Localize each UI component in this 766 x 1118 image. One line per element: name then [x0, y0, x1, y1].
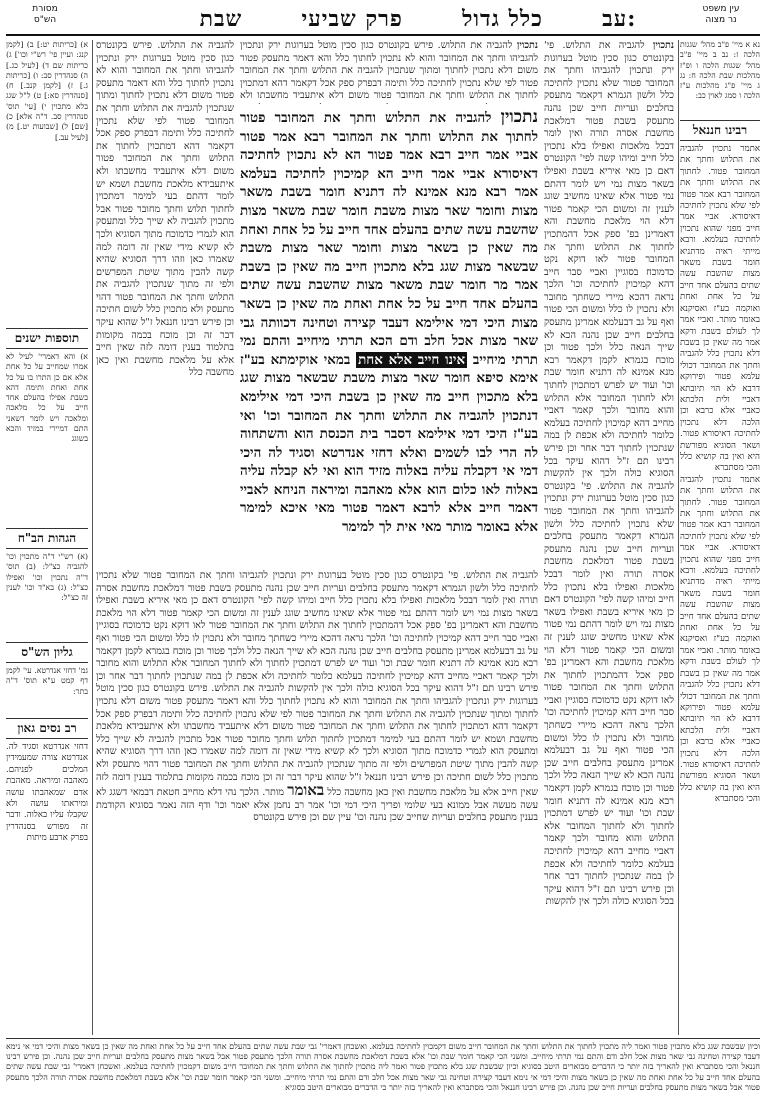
tosafot-yeshanim-title: תוספות ישנים	[6, 328, 88, 349]
lower-commentary	[96, 570, 538, 1035]
ein-mishpat-heading	[682, 4, 760, 26]
folio-number: עב:	[602, 6, 637, 32]
tosafot-text	[544, 40, 674, 909]
tosafot-body-2: להגביה את התלוש. פי' בקונטרס כגון סכין מוטל בערוגות ירק ונתכוין להגביהו וחתך את המחובר פטור שלא נתכוין לחתיכה כלל ולשון הגמרא דקאמר מתעסק בחלבים ועריות חייב שכן נהנה מתעסק בשבת פטור דמלאכת מחשבת אסרה תורה ואין לומר דבכל מלאכות ואפילו בלא נתכוין כלל חייב ומיהו קשה לפי' הקונטרס דאם כן מאי איריא בשבת ואפילו בשאר מצות נמי ויש לומר דהתם נמי פטור אלא שאינו מחשיב שוגג לענין זה ומשום הכי קאמר פטור דלא הוי מלאכת מחשבת והא דאמרינן בפ' ספק אכל דהמתכוין לחתוך את התלוש וחתך את המחובר פטור לאו דוקא נקט כדמוכח בסוגיין ואביי סבר חייב דהא קמיכוין לחתיכה וכו' הלכך נראה דהכא מיירי כשחתך מחובר ולא נתכוין לו כלל ומשום הכי פטור ואף על גב דבעלמא אמרינן מתעסק בחלבים חייב שכן נהנה הכא לא שייך הנאה כלל ולכך פטור וכן מוכח בגמרא לקמן דקאמר רבא מנא אמינא לה דתניא חומר שבת וכו' ועוד יש לפרש דמתכוין לחתוך ולא לחתוך המחובר אלא התלוש והוא מחובר ולכך קאמר דאביי מחייב דהא קמיכוין לחתיכה בעלמא כלומר לחתיכה ולא אכפת לן במה שנתכוין לחתוך דבר אחר וכן פירש רבינו תם ז"ל דהוא עיקר בכל הסוגיא כולה ולכך אין להקשות	[544, 480, 674, 908]
boxed-phrase: אינו חייב אלא אחת	[358, 351, 466, 368]
page-header	[0, 4, 766, 34]
running-titles	[170, 4, 666, 34]
ein-mishpat-text: נא א מיי' פ"ב מהל' שגגות הלכה ז: נב ב מיי' פ"ב מהל' שגגות הלכה ו ופ"ז מהלכות שבת הלכה ח: נג ג מיי' פ"ג מהלכות ע"ז הלכה ו סמג לאוין כב:	[680, 40, 760, 101]
lower-commentary-text	[96, 570, 538, 825]
rashi-body: להגביה את התלוש. פירש בקונטרס כגון סכין מוטל בערוגות ירק ונתכוין להגביהו וחתך את המחובר והוא לא נתכוין לחתוך כלל והא דאמר מתעסק פטור משום דלא נתכוין לחתוך ומתוך שנתכוין להגביה את התלוש וחתך את המחובר פטור לפי שלא נתכוין לחתיכה כלל ותימה דבפרק ספק אכל דקאמר דהא דמתכוין לחתוך את התלוש וחתך את המחובר פטור משום דלא איתעביד מחשבתו ולא	[240, 40, 538, 102]
rabbeinu-chananel-title: רבינו חננאל	[680, 120, 760, 141]
masoret-text: א) [כריתות יט:] ב) [לקמן קנג: ועיין פי' רש"י וכו'] ג) כריתות שם ד) [לעיל כג.] ה) סנהדרין סב: ו) [כריתות ג.] ז) [לקמן קנב.] ח) [סנהדרין סא:] ט) ל"ל שגג בלא מתכוין י) [עי' תוס' סנהדרין סב. ד"ה אלא] כ) [שם] ל) [שבועות יט.] מ) [לעיל עב.]	[6, 40, 88, 142]
hagahot-column	[6, 522, 88, 632]
chapter-title: פרק שביעי	[301, 6, 403, 32]
footer-text-1: וכיון שבשבת שגג בלא מתכוין פטור ואמר ליה מתכוין לחתוך את התלוש וחתך את המחובר חייב משום דקמכוין לחתיכה בעלמא. ואשכחן דאמרי' גבי שבת עשה שתים בהעלם אחד חייב על כל אחת ואחת מה שאין כן בשאר מצות והיכי דמי אי נימא דעבד קצירה וטחינה גבי שאר מצות אכל חלב ודם והתם נמי תרתי מיחייב. ומשני הכי קאמר חומר שבת וכו' אלא בשבת דמלאכת מחשבת אסרה תורה הלכך מתעסק פטור אבל בשאר מצות מתעסק בחלבים ועריות חייב שכן נהנה. וכן פירש רבינו חננאל והכי מסתברא ואין להאריך בזה יותר כי הדברים מבוארים היטב בסוגיא	[6, 1042, 760, 1072]
hagahot-text: (א) רש"י ד"ה מתכוין וכו' להגביה כצ"ל: (ב) תוס' ד"ה נתכוין וכו' ואפילו כצ"ל: (ג) בא"ד וכו' לענין זה כצ"ל:	[6, 552, 88, 603]
gemara-body	[240, 108, 538, 537]
gilyon-text: גמ' דחזי אנדרטא. עי' לקמן דף קמט ע"א תוס' ד"ה בתר:	[6, 666, 88, 696]
divider-left	[92, 40, 93, 1035]
rav-nissim-text: דחזי אנדרטא וסגיד לה. אנדרטא צורה שמעמידין המלכים לפניהם. מאהבה ומיראה. מאהבת אדם שמאהבתו עושה ומיראתו עושה ולא שקבלו עליו באלוה. ודבר זה מפורש בסנהדרין בפרק ארבע מיתות	[6, 742, 88, 844]
ner-mitzvah-title: נר מצוה	[705, 15, 737, 25]
rashi-top-text	[240, 40, 538, 104]
rav-nissim-column	[6, 712, 88, 1034]
footer-rule	[6, 1038, 760, 1039]
masoret-title: מסורת	[32, 4, 58, 14]
bottom-label: באומר	[287, 781, 325, 800]
gilyon-title: גליון הש"ס	[6, 642, 88, 663]
tosafot-yeshanim-column	[6, 322, 88, 522]
header-rule	[6, 34, 760, 36]
tosafot-lead: נתכוין	[652, 40, 674, 51]
rule-title: כלל גדול	[462, 6, 543, 32]
lower-tosafot-body: להגביה את התלוש. פי' בקונטרס כגון סכין מוטל בערוגות ירק ונתכוין להגביהו וחתך את המחובר פטור שלא נתכוין לחתיכה כלל ולשון הגמרא דקאמר מתעסק בחלבים ועריות חייב שכן נהנה מתעסק בשבת פטור דמלאכת מחשבת אסרה תורה ואין לומר דבכל מלאכות ואפילו בלא נתכוין כלל חייב ומיהו קשה לפי' הקונטרס דאם כן מאי איריא בשבת ואפילו בשאר מצות נמי ויש לומר דהתם נמי פטור אלא שאינו מחשיב שוגג לענין זה ומשום הכי קאמר פטור דלא הוי מלאכת מחשבת והא דאמרינן בפ' ספק אכל דהמתכוין לחתוך את התלוש וחתך את המחובר פטור לאו דוקא נקט כדמוכח בסוגיין ואביי סבר חייב דהא קמיכוין לחתיכה וכו' הלכך נראה דהכא מיירי כשחתך מחובר ולא נתכוין לו כלל ומשום הכי פטור ואף על גב דבעלמא אמרינן מתעסק בחלבים חייב שכן נהנה הכא לא שייך הנאה כלל ולכך פטור וכן מוכח בגמרא לקמן דקאמר רבא מנא אמינא לה דתניא חומר שבת וכו' ועוד יש לפרש דמתכוין לחתוך ולא לחתוך המחובר אלא התלוש והוא מחובר ולכך קאמר דאביי מחייב דהא קמיכוין לחתיכה בעלמא כלומר לחתיכה ולא אכפת לן במה שנתכוין לחתוך דבר אחר וכן פירש רבינו תם ז"ל דהוא עיקר בכל הסוגיא כולה ולכך אין להקשות	[96, 570, 538, 695]
rav-nissim-title: רב נסים גאון	[6, 718, 88, 739]
rabbeinu-chananel-continuation: אתמר נתכוין להגביה את התלוש וחתך את המחובר פטור. לחתוך את התלוש וחתך את המחובר רבא אמר פטור לפי שלא נתכוין לחתיכה דאיסורא. אביי אמר חייב מפני שהוא נתכוין לחתיכה בעלמא. ורבא מייתי ראיה מדתניא חומר בשבת משאר מצות שהשבת עשה שתים בהעלם אחד חייב על כל אחת ואחת ואוקמה בע"ז ואסיקנא באומר מותר. ואביי אמר לך לעולם בשבת ודקא אמר מה שאין כן בשבת דלא נתכוין כלל להגביה וחתך את המחובר דכולי עלמא פטור ופירוקא דרבא לא הוי תיובתא דאביי ולית הלכתא כאביי אלא כרבא וכן הלכה דלא נתכוין לחתיכה דאיסורא פטור. ושאר הסוגיא מפורשת היא ואין בה קושיא כלל והכי מסתברא	[680, 474, 760, 805]
footer-commentary	[6, 1042, 760, 1112]
rashi-top	[240, 40, 538, 104]
gemara-text-3: מותר. הלכך נהי דלא מחייב חטאת דבמאי דשגג לא עשה מעשה אבל ממונא בעי שלומי ופריך היכי דמי וכו' אמר רב נחמן אלא יאמר וכו' ודף הזה נאמר בסוגיא הקודמת בענין מתעסק בחלבים ועריות שחייב שכן נהנה וכו' עיין שם וכן פירש בקונטרס	[96, 787, 538, 824]
tosafot-yeshanim-text: א) והא דאמרי' לעיל לא אמרו שמחייב על כל אחת אלא אם כן התרו בו על כל אחת ואחת ותימה דהא בשבת אפילו בהעלם אחד חייב על כל מלאכה ומלאכה ויש לומר דשאני התם דמיירי במזיד והכא בשוגג	[6, 352, 88, 444]
ein-mishpat-title: עין משפט	[702, 4, 740, 14]
hagahot-title: הגהות הב"ח	[6, 528, 88, 549]
rabbeinu-chananel-column	[680, 114, 760, 1034]
rashi-side-text: להגביה את התלוש. פירש בקונטרס כגון סכין מוטל בערוגות ירק ונתכוין להגביהו וחתך את המחובר והוא לא נתכוין לחתוך כלל והא דאמר מתעסק פטור משום דלא נתכוין לחתוך ומתוך שנתכוין להגביה את התלוש וחתך את המחובר פטור לפי שלא נתכוין לחתיכה כלל ותימה דבפרק ספק אכל דקאמר דהא דמתכוין לחתוך את התלוש וחתך את המחובר פטור משום דלא איתעביד מחשבתו ולא איתעבידא מלאכת מחשבת ושמא יש לומר דהתם בעי למימר דמתכוין לחתוך תלוש וחתך מחובר פטור אבל מתכוין להגביה לא שייך כלל ומתעסק הוא לגמרי כדמוכח מתוך הסוגיא ולכך לא קשיא מידי שאין זה דומה למה שאמרו כאן וזהו דרך הסוגיא שהיא קשה להבין מתוך שיטת המפרשים ולפי זה מתוך שנתכוין להגביה את התלוש וחתך את המחובר פטור דהוי מתעסק ולא מתכוין כלל לשום חתיכה וכן פירש רבינו חננאל ז"ל שהוא עיקר דבר זה וכן מוכח בכמה מקומות בתלמוד בענין דומה לזה שאין חייב אלא על מלאכת מחשבת ואין כאן מחשבה כלל	[96, 40, 234, 379]
rashi-lead: נתכוין	[516, 40, 538, 51]
tosafot-body: להגביה את התלוש. פי' בקונטרס כגון סכין מוטל בערוגות ירק ונתכוין להגביהו וחתך את המחובר פטור שלא נתכוין לחתיכה כלל ולשון הגמרא דקאמר מתעסק בחלבים ועריות חייב שכן נהנה מתעסק בשבת פטור דמלאכת מחשבת אסרה תורה ואין לומר דבכל מלאכות ואפילו בלא נתכוין כלל חייב ומיהו קשה לפי' הקונטרס דאם כן מאי איריא בשבת ואפילו בשאר מצות נמי ויש לומר דהתם נמי פטור אלא שאינו מחשיב שוגג לענין זה ומשום הכי קאמר פטור דלא הוי מלאכת מחשבת והא דאמרינן בפ' ספק אכל דהמתכוין לחתוך את התלוש וחתך את המחובר פטור לאו דוקא נקט כדמוכח בסוגיין ואביי סבר חייב דהא קמיכוין לחתיכה וכו' הלכך נראה דהכא מיירי כשחתך מחובר ולא נתכוין לו כלל ומשום הכי פטור ואף על גב דבעלמא אמרינן מתעסק בחלבים חייב שכן נהנה הכא לא שייך הנאה כלל ולכך פטור וכן מוכח בגמרא לקמן דקאמר רבא מנא אמינא לה דתניא חומר שבת וכו' ועוד יש לפרש דמתכוין לחתוך ולא לחתוך המחובר אלא התלוש והוא מחובר ולכך קאמר דאביי מחייב דהא קמיכוין לחתיכה בעלמא כלומר לחתיכה ולא אכפת לן במה שנתכוין לחתוך דבר אחר וכן פירש רבינו תם ז"ל דהוא עיקר בכל הסוגיא כולה ולכך אין להקשות	[544, 40, 674, 480]
gilyon-column	[6, 636, 88, 706]
divider-right	[678, 40, 679, 1035]
footer-text-2: וכיון שבשבת שגג בלא מתכוין פטור ואמר ליה מתכוין לחתוך את התלוש וחתך את המחובר חייב משום דקמכוין לחתיכה בעלמא. ואשכחן דאמרי' גבי שבת עשה שתים בהעלם אחד חייב על כל אחת ואחת מה שאין כן בשאר מצות והיכי דמי אי נימא דעבד קצירה וטחינה גבי שאר מצות אכל חלב ודם והתם נמי תרתי מיחייב. ומשני הכי קאמר חומר שבת וכו' אלא בשבת דמלאכת מחשבת אסרה תורה הלכך מתעסק פטור אבל בשאר מצות מתעסק בחלבים ועריות חייב שכן נהנה. וכן פירש רבינו חננאל והכי מסתברא ואין להאריך בזה יותר כי הדברים מבוארים היטב בסוגיא	[6, 1062, 760, 1092]
gemara-text	[240, 108, 538, 563]
ein-mishpat-column	[680, 40, 760, 110]
gemara-text-1: להגביה את התלוש וחתך את המחובר פטור לחתוך את התלוש וחתך את המחובר רבא אמר פטור אביי אמר חייב רבא אמר פטור הא לא נתכוין לחתיכה דאיסורא אביי אמר חייב הא קמיכוין לחתיכה בעלמא אמר רבא מנא אמינא לה דתניא חומר בשבת משאר מצות וחומר שאר מצות משבת חומר שבת משאר מצות שהשבת עשה שתים בהעלם אחד חייב על כל אחת ואחת מה שאין כן בשאר מצות וחומר שאר מצות משבת שבשאר מצות שגג בלא מתכוין חייב מה שאין כן בשבת אמר מר חומר שבת משאר מצות שהשבת עשה שתים בהעלם אחד חייב על כל אחת ואחת מה שאין כן בשאר מצות היכי דמי אילימא דעבד קצירה וטחינה דכוותה גבי שאר מצות אכל חלב ודם הכא תרתי מיחייב והתם נמי תרתי מיחייב	[240, 110, 538, 368]
gemara-lead-word: נתכוין	[500, 108, 538, 127]
tosafot-column	[544, 40, 674, 1035]
gemara-text-2: במאי אוקימתא בע"ז אימא סיפא חומר שאר מצות משבת שבשאר מצות שגג בלא מתכוין חייב מה שאין כן בשבת היכי דמי אילימא דנתכוין להגביה את התלוש וחתך את המחובר וכו' ואי בע"ז היכי דמי אילימא דסבר בית הכנסת הוא והשתחוה לה הרי לבו לשמים ואלא דחזי אנדרטא וסגיד לה היכי דמי אי דקבלה עליה באלוה מזיד הוא ואי לא קבלה עליה באלוה לאו כלום הוא אלא מאהבה ומיראה הניחא לאביי דאמר חייב אלא לרבא דאמר פטור מאי איכא למימר אלא באומר מותר מאי אית לך למימר	[240, 351, 538, 536]
tractate-title: שבת	[199, 6, 243, 32]
hashas-title: הש"ס	[33, 15, 57, 25]
rabbeinu-chananel-text: אתמר נתכוין להגביה את התלוש וחתך את המחובר פטור. לחתוך את התלוש וחתך את המחובר רבא אמר פטור לפי שלא נתכוין לחתיכה דאיסורא. אביי אמר חייב מפני שהוא נתכוין לחתיכה בעלמא. ורבא מייתי ראיה מדתניא חומר בשבת משאר מצות שהשבת עשה שתים בהעלם אחד חייב על כל אחת ואחת ואוקמה בע"ז ואסיקנא באומר מותר. ואביי אמר לך לעולם בשבת ודקא אמר מה שאין כן בשבת דלא נתכוין כלל להגביה וחתך את המחובר דכולי עלמא פטור ופירוקא דרבא לא הוי תיובתא דאביי ולית הלכתא כאביי אלא כרבא וכן הלכה דלא נתכוין לחתיכה דאיסורא פטור. ושאר הסוגיא מפורשת היא ואין בה קושיא כלל והכי מסתברא	[680, 144, 760, 474]
masoret-column	[6, 40, 88, 320]
footer-text	[6, 1042, 760, 1093]
lower-rashi-body: להגביה את התלוש. פירש בקונטרס כגון סכין מוטל בערוגות ירק ונתכוין להגביהו וחתך את המחובר והוא לא נתכוין לחתוך כלל והא דאמר מתעסק פטור משום דלא נתכוין לחתוך ומתוך שנתכוין להגביה את התלוש וחתך את המחובר פטור לפי שלא נתכוין לחתיכה כלל ותימה דבפרק ספק אכל דקאמר דהא דמתכוין לחתוך את התלוש וחתך את המחובר פטור משום דלא איתעביד מחשבתו ולא איתעבידא מלאכת מחשבת ושמא יש לומר דהתם בעי למימר דמתכוין לחתוך תלוש וחתך מחובר פטור אבל מתכוין להגביה לא שייך כלל ומתעסק הוא לגמרי כדמוכח מתוך הסוגיא ולכך לא קשיא מידי שאין זה דומה למה שאמרו כאן וזהו דרך הסוגיא שהיא קשה להבין מתוך שיטת המפרשים ולפי זה מתוך שנתכוין להגביה את התלוש וחתך את המחובר פטור דהוי מתעסק ולא מתכוין כלל לשום חתיכה וכן פירש רבינו חננאל ז"ל שהוא עיקר דבר זה וכן מוכח בכמה מקומות בתלמוד בענין דומה לזה שאין חייב אלא על מלאכת מחשבת ואין כאן מחשבה כלל	[96, 683, 538, 799]
rashi-column	[96, 40, 234, 565]
masoret-heading	[6, 4, 84, 26]
